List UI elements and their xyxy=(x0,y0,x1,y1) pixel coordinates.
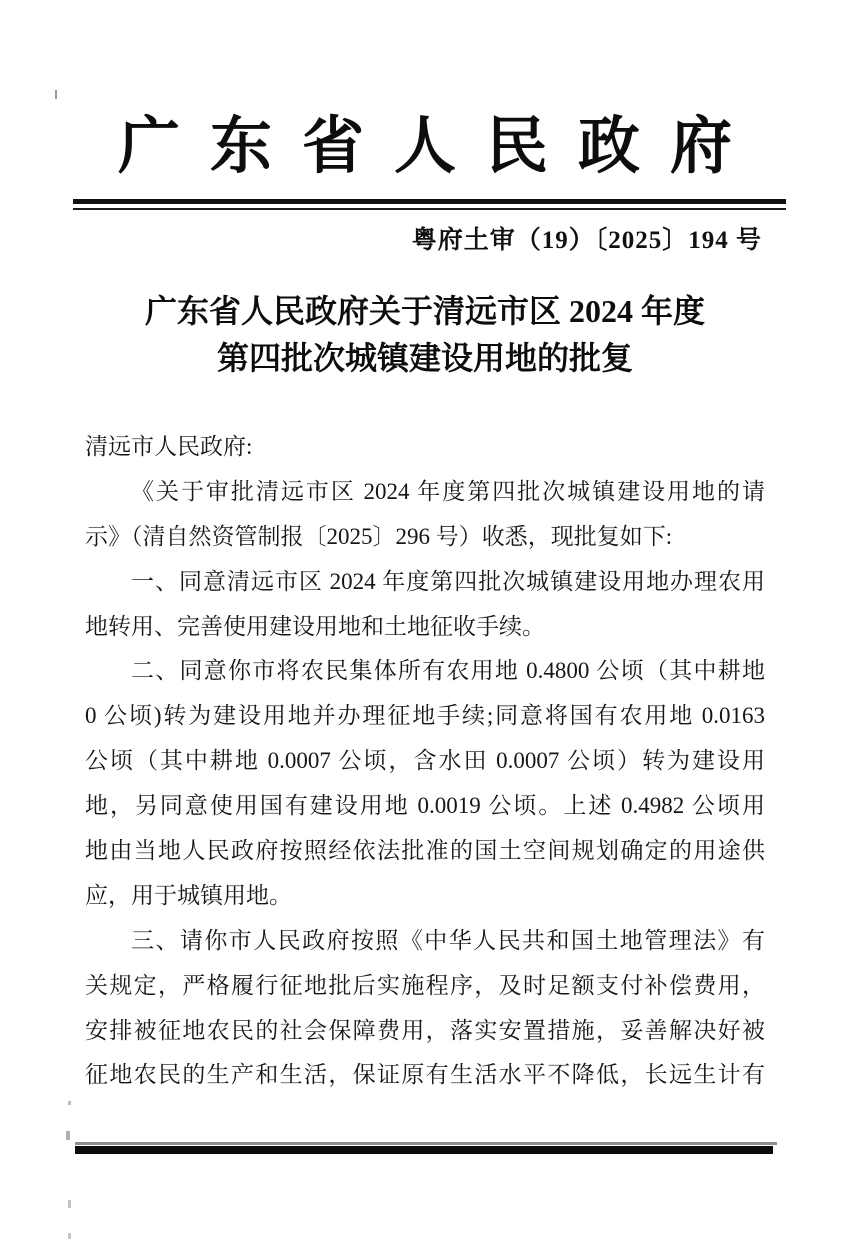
scan-artifact xyxy=(68,1233,71,1239)
footer-rule-black xyxy=(75,1146,773,1154)
body-line: 公顷（其中耕地 0.0007 公顷，含水田 0.0007 公顷）转为建设用 xyxy=(85,748,765,774)
body-line: 二、同意你市将农民集体所有农用地 0.4800 公顷（其中耕地 xyxy=(131,658,765,684)
body-line: 《关于审批清远市区 2024 年度第四批次城镇建设用地的请 xyxy=(131,478,765,504)
body-line: 地由当地人民政府按照经依法批准的国土空间规划确定的用途供 xyxy=(85,838,765,864)
body-line: 一、同意清远市区 2024 年度第四批次城镇建设用地办理农用 xyxy=(131,568,765,594)
body-line: 地，另同意使用国有建设用地 0.0019 公顷。上述 0.4982 公顷用 xyxy=(85,793,765,819)
scan-artifact xyxy=(66,1131,70,1140)
header-rule-thick xyxy=(73,199,786,204)
body-text xyxy=(85,425,765,1098)
header-rule-thin xyxy=(73,208,786,210)
org-name-header: 广东省人民政府 xyxy=(117,113,762,181)
body-line: 安排被征地农民的社会保障费用，落实安置措施，妥善解决好被 xyxy=(85,1017,765,1043)
doc-title xyxy=(0,288,850,382)
body-line: 清远市人民政府: xyxy=(85,434,253,459)
doc-title-line1: 广东省人民政府关于清远市区 2024 年度 xyxy=(144,293,705,329)
scan-artifact xyxy=(68,1101,71,1105)
scan-artifact xyxy=(55,90,57,99)
doc-number: 粤府土审（19）〔2025〕194 号 xyxy=(411,227,762,254)
doc-title-line2: 第四批次城镇建设用地的批复 xyxy=(216,340,633,376)
body-line: 0 公顷)转为建设用地并办理征地手续;同意将国有农用地 0.0163 xyxy=(85,703,765,729)
body-line: 关规定，严格履行征地批后实施程序，及时足额支付补偿费用， xyxy=(85,972,765,998)
body-line: 示》（清自然资管制报〔2025〕296 号）收悉，现批复如下: xyxy=(85,523,673,549)
body-line: 地转用、完善使用建设用地和土地征收手续。 xyxy=(85,613,545,639)
body-line: 征地农民的生产和生活，保证原有生活水平不降低，长远生计有 xyxy=(85,1062,765,1088)
footer-rule-gray xyxy=(75,1142,777,1145)
body-line: 三、请你市人民政府按照《中华人民共和国土地管理法》有 xyxy=(131,927,765,953)
body-line: 应，用于城镇用地。 xyxy=(85,882,292,908)
scan-artifact xyxy=(68,1200,71,1208)
